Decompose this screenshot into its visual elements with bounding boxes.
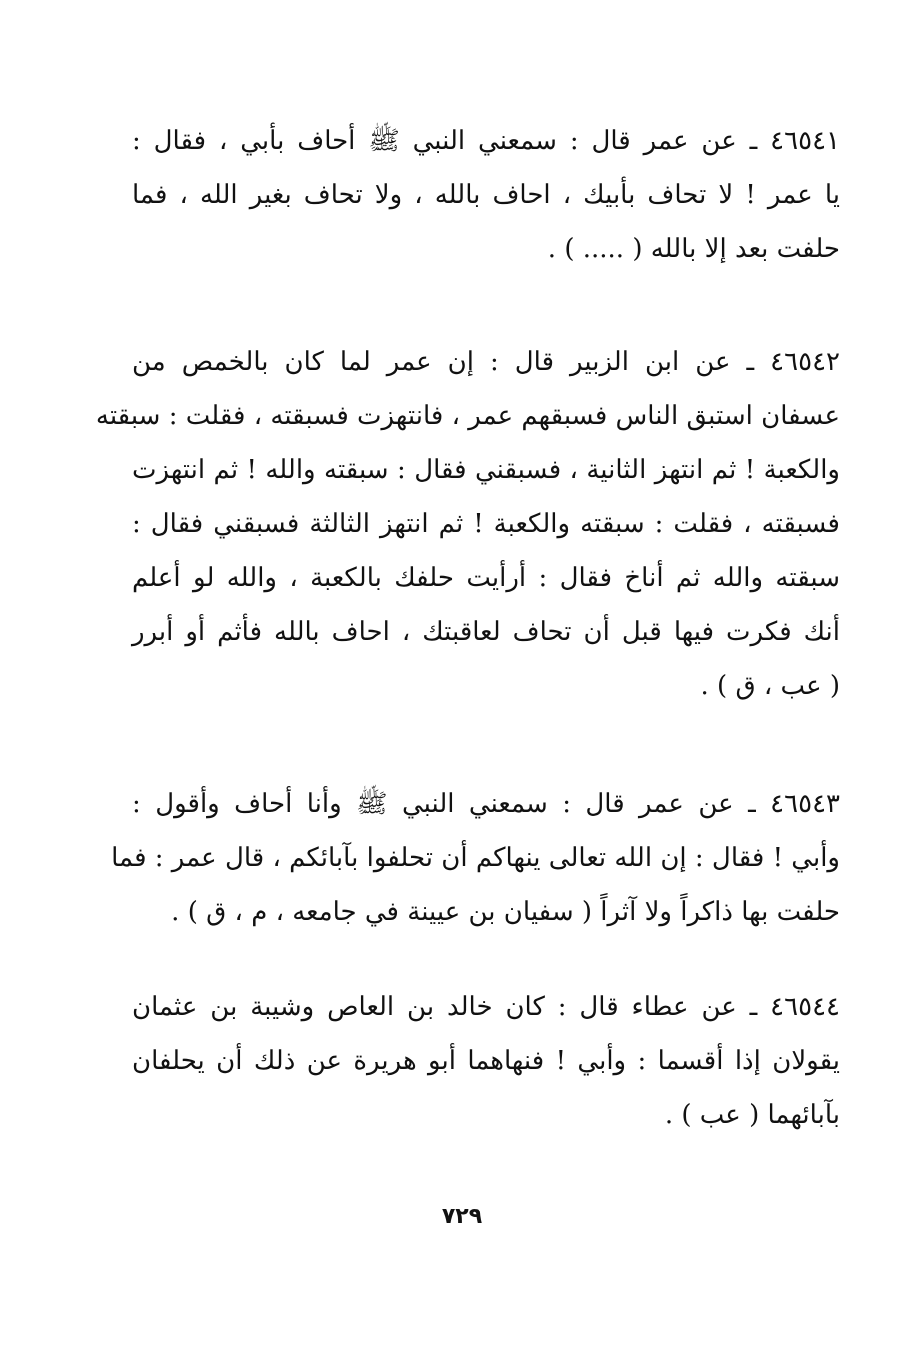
entry-line: وأبي ! فقال : إن الله تعالى ينهاكم أن تحلفوا بآبائكم ، قال عمر : فما — [111, 843, 840, 873]
entry-line: حلفت بعد إلا بالله ( ..... ) . — [547, 234, 840, 264]
entry-line: ٤٦٥٤١ ـ عن عمر قال : سمعني النبي ﷺ أحاف بأبي ، فقال : — [132, 126, 840, 156]
entry-line: سبقته والله ثم أناخ فقال : أرأيت حلفك بالكعبة ، والله لو أعلم — [132, 563, 840, 593]
hadith-entry-46543 — [111, 777, 840, 939]
hadith-entry-46541 — [132, 114, 840, 276]
page-number: ٧٢٩ — [441, 1204, 483, 1229]
entry-line: والكعبة ! ثم انتهز الثانية ، فسبقني فقال : سبقته والله ! ثم انتهزت — [132, 455, 840, 485]
entry-line: بآبائهما ( عب ) . — [664, 1100, 840, 1130]
hadith-entry-46544 — [132, 980, 840, 1142]
hadith-entry-46542 — [95, 335, 840, 713]
entry-line: ٤٦٥٤٣ ـ عن عمر قال : سمعني النبي ﷺ وأنا أحاف وأقول : — [132, 789, 840, 819]
entry-line: ٤٦٥٤٢ ـ عن ابن الزبير قال : إن عمر لما كان بالخمص من — [132, 347, 840, 377]
entry-line: يا عمر ! لا تحاف بأبيك ، احاف بالله ، ولا تحاف بغير الله ، فما — [132, 180, 840, 210]
entry-line: يقولان إذا أقسما : وأبي ! فنهاهما أبو هريرة عن ذلك أن يحلفان — [132, 1046, 840, 1076]
entry-line: عسفان استبق الناس فسبقهم عمر ، فانتهزت فسبقته ، فقلت : سبقته — [95, 401, 840, 431]
entry-line: ( عب ، ق ) . — [700, 671, 840, 701]
entry-line: حلفت بها ذاكراً ولا آثراً ( سفيان بن عيينة في جامعه ، م ، ق ) . — [171, 897, 840, 927]
entry-line: ٤٦٥٤٤ ـ عن عطاء قال : كان خالد بن العاص وشيبة بن عثمان — [132, 992, 840, 1022]
entry-line: فسبقته ، فقلت : سبقته والكعبة ! ثم انتهز الثالثة فسبقني فقال : — [132, 509, 840, 539]
entry-line: أنك فكرت فيها قبل أن تحاف لعاقبتك ، احاف بالله فأثم أو أبرر — [132, 617, 840, 647]
